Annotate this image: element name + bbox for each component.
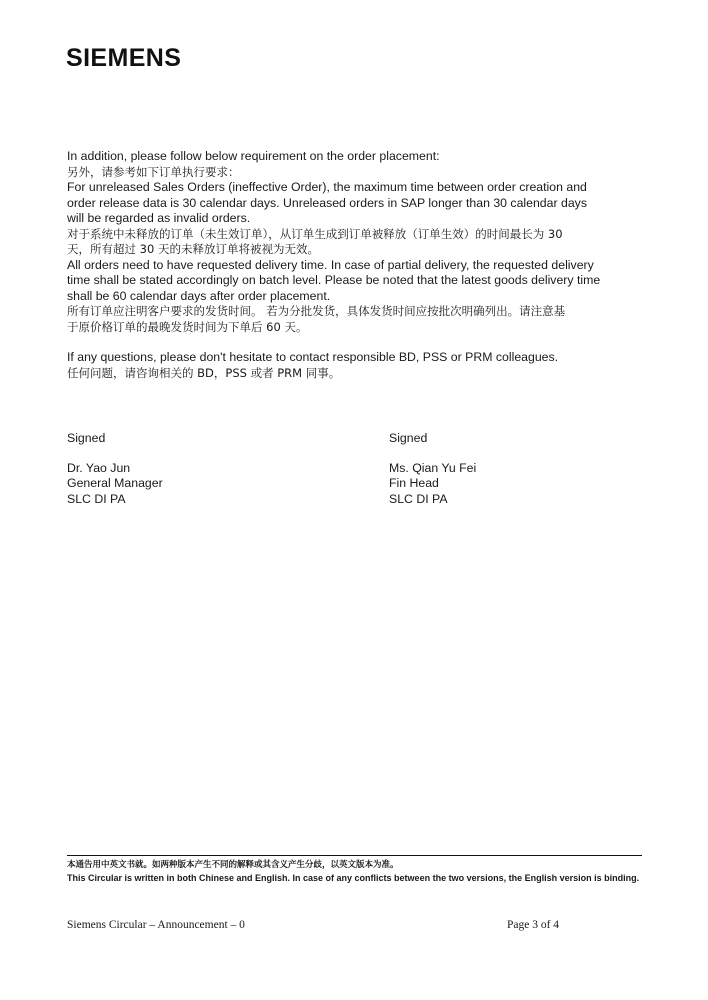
unreleased-orders-en-line3: will be regarded as invalid orders. (67, 211, 251, 225)
signer-title: General Manager (67, 476, 163, 490)
contact-en: If any questions, please don't hesitate to contact responsible BD, PSS or PRM colleagues. (67, 350, 559, 364)
signature-spacer (67, 447, 163, 461)
unreleased-orders-zh-line1: 对于系统中未释放的订单（未生效订单），从订单生成到订单被释放（订单生效）的时间最长为 30 (67, 226, 563, 241)
unreleased-orders-en-line1: For unreleased Sales Orders (ineffective Order), the maximum time between order creation and (67, 180, 587, 194)
intro-zh: 另外，请参考如下订单执行要求： (67, 164, 240, 179)
signer-name: Dr. Yao Jun (67, 460, 131, 475)
footer-document-title: Siemens Circular – Announcement – 0 (67, 919, 245, 931)
signer-name: Ms. Qian Yu Fei (389, 460, 477, 475)
signer-org: SLC DI PA (67, 491, 126, 506)
delivery-time-en-line3: shall be 60 calendar days after order placement. (67, 288, 331, 303)
disclaimer-en: This Circular is written in both Chinese and English. In case of any conflicts between the two versions, the English version is binding. (67, 873, 640, 883)
circular-body (67, 149, 642, 381)
signer-org: SLC DI PA (389, 491, 448, 506)
delivery-time-en-line1: All orders need to have requested delivery time. In case of partial delivery, the requested delivery (67, 257, 594, 272)
unreleased-orders-en-line2: order release data is 30 calendar days. Unreleased orders in SAP longer than 30 calendar days (67, 195, 587, 210)
signature-block-right (389, 431, 476, 507)
signature-spacer (389, 447, 476, 461)
signer-title: Fin Head (389, 476, 439, 490)
contact-zh: 任何问题，请咨询相关的 BD，PSS 或者 PRM 同事。 (67, 365, 341, 380)
footer-page-number: Page 3 of 4 (507, 919, 560, 931)
intro-en: In addition, please follow below requirement on the order placement: (67, 149, 440, 163)
signed-label: Signed (67, 431, 106, 445)
delivery-time-zh-line1: 所有订单应注明客户要求的发货时间。 若为分批发货，具体发货时间应按批次明确列出。请注意基 (67, 304, 566, 318)
delivery-time-zh-line2: 于原价格订单的最晚发货时间为下单后 60 天。 (67, 319, 308, 334)
signature-block-left (67, 431, 163, 507)
siemens-logo: SIEMENS (66, 44, 182, 72)
signed-label: Signed (389, 431, 428, 445)
paragraph-gap (67, 335, 642, 350)
disclaimer-zh: 本通告用中英文书就。如两种版本产生不同的解释或其含义产生分歧，以英文版本为准。 (67, 860, 399, 870)
unreleased-orders-zh-line2: 天，所有超过 30 天的未释放订单将被视为无效。 (67, 242, 319, 256)
footer-divider (67, 855, 642, 856)
delivery-time-en-line2: time shall be stated accordingly on batch level. Please be noted that the latest goods delivery time (67, 273, 601, 287)
language-disclaimer (67, 859, 642, 885)
